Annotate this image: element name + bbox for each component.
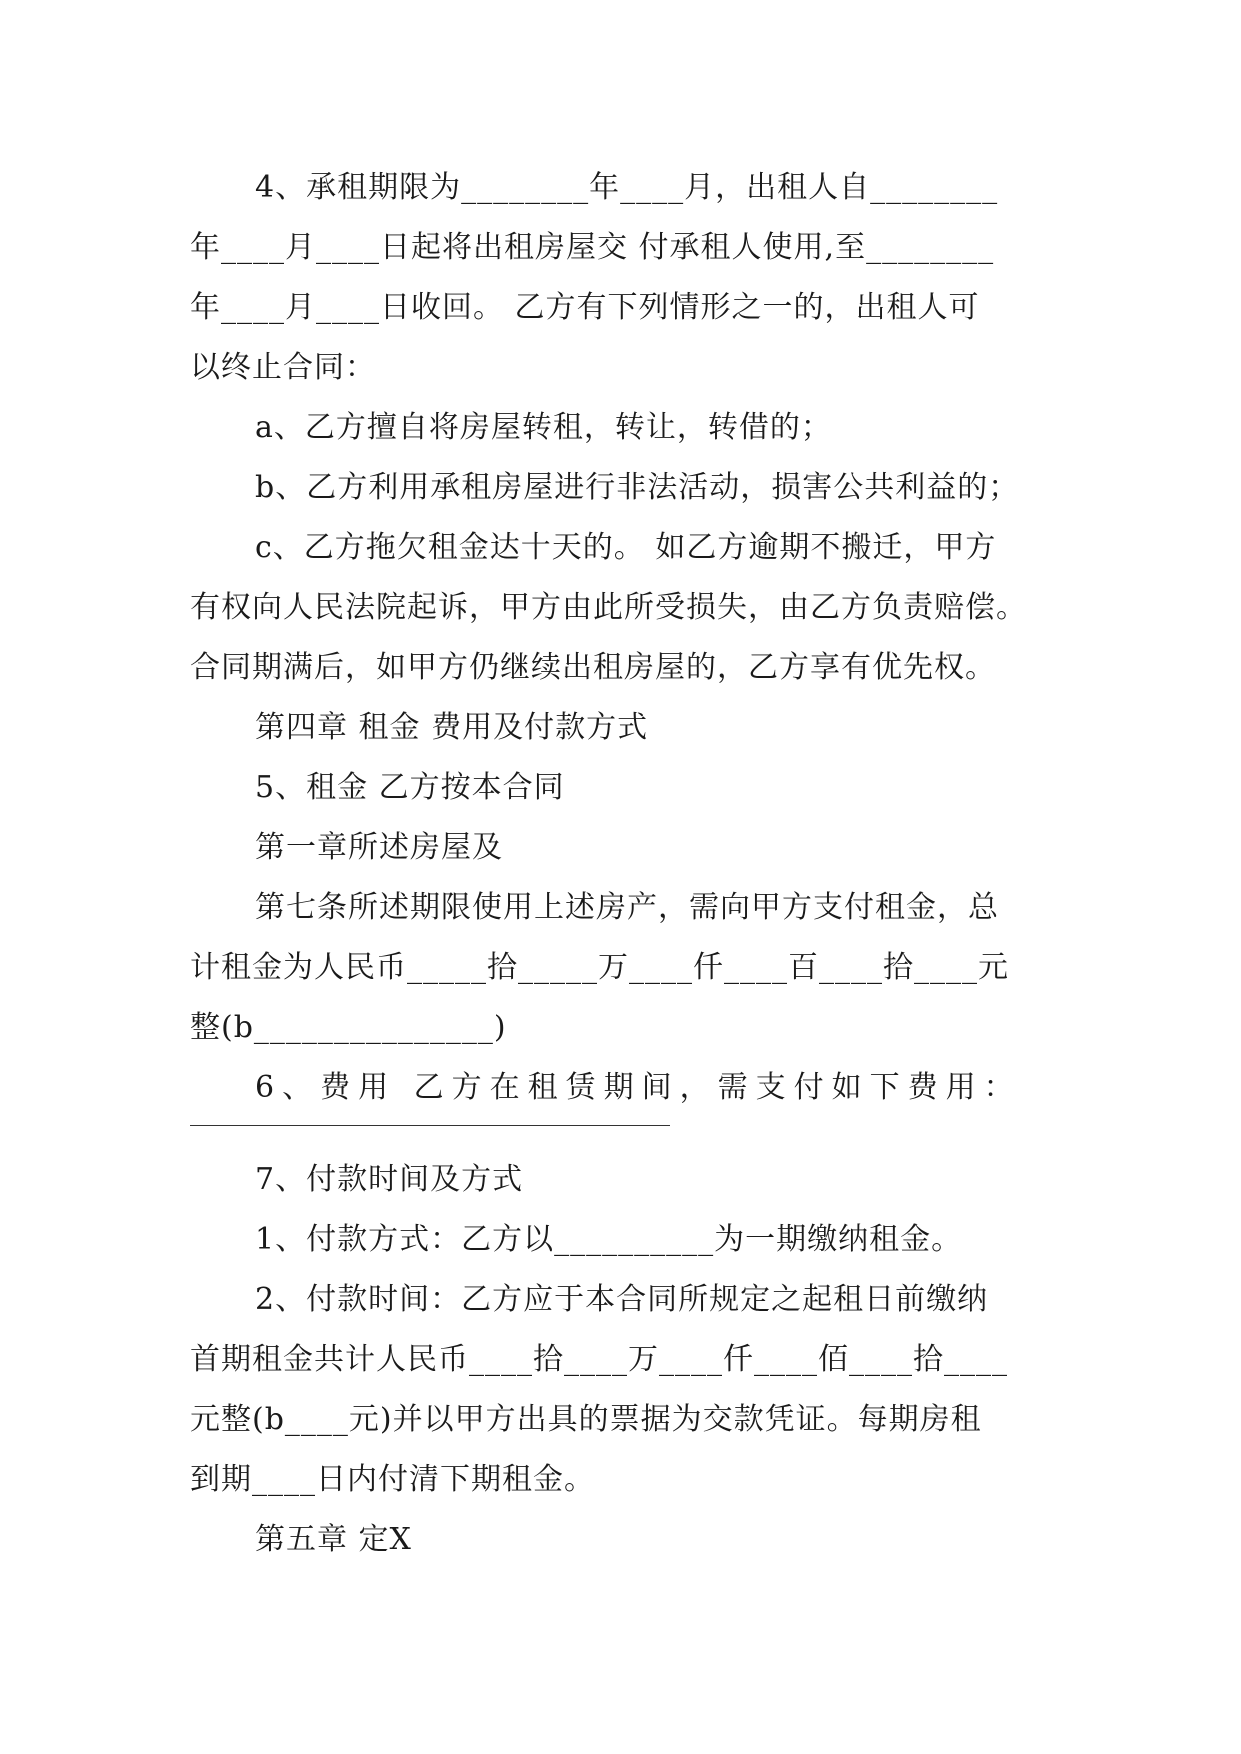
text-line: 计租金为人民币_____拾_____万____仟____百____拾____元	[190, 950, 1009, 985]
chapter-heading: 第四章 租金 费用及付款方式	[255, 710, 649, 745]
text-line: 年____月____日收回。 乙方有下列情形之一的，出租人可	[190, 290, 980, 325]
text-line: 首期租金共计人民币____拾____万____仟____佰____拾____	[190, 1342, 1008, 1377]
text-line: 元整(b____元)并以甲方出具的票据为交款凭证。每期房租	[190, 1402, 982, 1437]
text-line: a、乙方擅自将房屋转租，转让，转借的；	[255, 410, 832, 445]
text-line: 7、付款时间及方式	[255, 1162, 524, 1197]
text-line: 2、付款时间：乙方应于本合同所规定之起租日前缴纳	[255, 1282, 989, 1317]
text-line: 第七条所述期限使用上述房产，需向甲方支付租金，总	[255, 890, 999, 925]
text-line: b、乙方利用承租房屋进行非法活动，损害公共利益的；	[255, 470, 1020, 505]
text-line: 以终止合同：	[190, 350, 376, 385]
text-line: 1、付款方式：乙方以__________为一期缴纳租金。	[255, 1222, 963, 1257]
chapter-heading: 第五章 定X	[255, 1522, 412, 1557]
text-line: 第一章所述房屋及	[255, 830, 503, 865]
text-line: 合同期满后，如甲方仍继续出租房屋的，乙方享有优先权。	[190, 650, 996, 685]
text-line: 4、承租期限为________年____月，出租人自________	[255, 170, 999, 205]
text-line: 年____月____日起将出租房屋交 付承租人使用,至________	[190, 230, 995, 265]
text-line: 有权向人民法院起诉，甲方由此所受损失，由乙方负责赔偿。	[190, 590, 1027, 625]
text-line: 5、租金 乙方按本合同	[255, 770, 565, 805]
text-line: 整(b_______________)	[190, 1010, 507, 1045]
text-line: c、乙方拖欠租金达十天的。 如乙方逾期不搬迁，甲方	[255, 530, 997, 565]
text-line: 到期____日内付清下期租金。	[190, 1462, 595, 1497]
blank-fill-line	[190, 1125, 670, 1126]
text-line: 6、费用 乙方在租赁期间，需支付如下费用：	[255, 1070, 1022, 1105]
